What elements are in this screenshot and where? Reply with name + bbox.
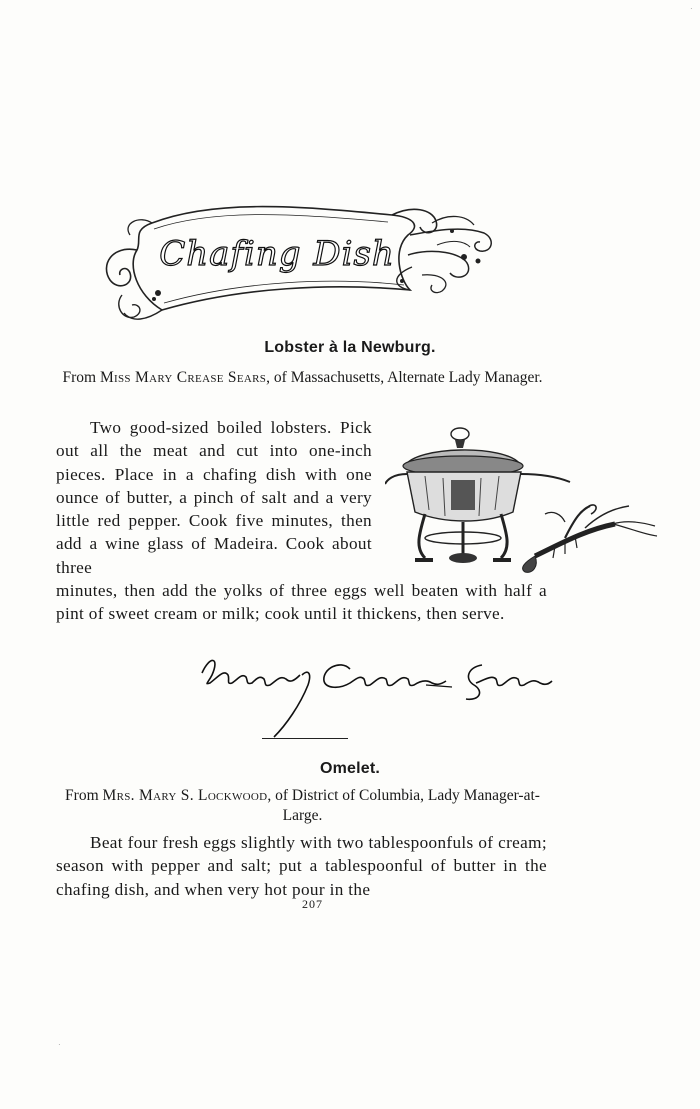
- signature: [190, 645, 555, 745]
- credit-contributor: Miss Mary Crease Sears: [99, 369, 267, 386]
- recipe-credit-omelet: [60, 786, 545, 826]
- chafing-dish-lobster-illustration: [385, 418, 660, 578]
- banner-heading: Chafing Dish: [159, 234, 395, 274]
- recipe-paragraph: minutes, then add the yolks of three eggs well beaten with half a pint of sweet cream or milk; cook until it thickens, then serve.: [56, 581, 547, 624]
- scan-speck: ·: [58, 1040, 61, 1049]
- page-number: 207: [302, 897, 323, 911]
- recipe-credit-lobster: [60, 368, 545, 388]
- credit-contributor: Mrs. Mary S. Lockwood: [102, 787, 268, 804]
- recipe-title-omelet: Omelet.: [319, 760, 381, 777]
- recipe-paragraph: Two good-sized boiled lobsters. Pick out all the meat and cut into one-inch pieces. Place in a chafing dish with one ounce of butter, a pinch of salt and a very little red pepper. Cook five minutes, then add a wine glass of Madeira. Cook about three: [56, 418, 372, 577]
- section-divider: [262, 738, 348, 739]
- recipe-text-lobster-full: [56, 579, 547, 626]
- chafing-dish-banner: [92, 195, 502, 330]
- credit-suffix: , of District of Columbia, Lady Manager-at-Large.: [267, 787, 540, 824]
- credit-prefix: From: [65, 787, 99, 804]
- credit-suffix: , of Massachusetts, Alternate Lady Manager.: [266, 369, 543, 386]
- credit-prefix: From: [62, 369, 97, 386]
- recipe-paragraph: Beat four fresh eggs slightly with two tablespoonfuls of cream; season with pepper and salt; put a tablespoonful of butter in the chafing dish, and when very hot pour in the: [56, 833, 547, 899]
- scan-speck: ·: [690, 4, 693, 13]
- recipe-title-lobster: Lobster à la Newburg.: [264, 339, 436, 356]
- recipe-text-lobster-wrapped: [56, 416, 372, 579]
- recipe-text-omelet: [56, 831, 547, 901]
